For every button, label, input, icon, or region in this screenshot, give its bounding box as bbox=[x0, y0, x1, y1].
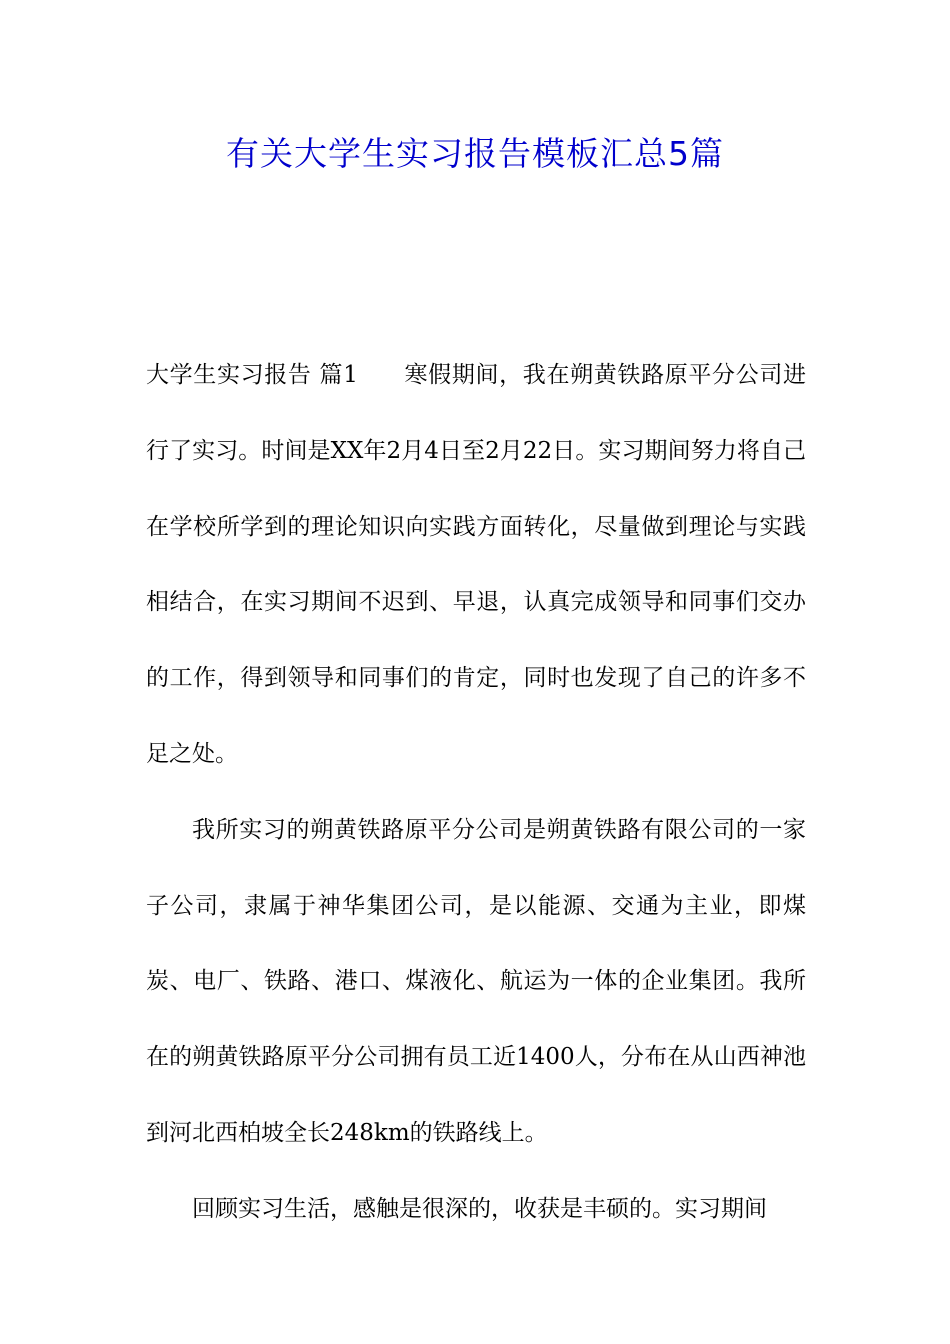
document-title: 有关大学生实习报告模板汇总5篇 bbox=[226, 134, 724, 173]
section-heading: 大学生实习报告 篇1 bbox=[146, 362, 358, 388]
document-body bbox=[146, 338, 806, 1248]
paragraph-1-text: 寒假期间，我在朔黄铁路原平分公司进行了实习。时间是XX年2月4日至2月22日。实习期间努力将自己在学校所学到的理论知识向实践方面转化，尽量做到理论与实践相结合，在实习期间不迟到、早退，认真完成领导和同事们交办的工作，得到领导和同事们的肯定，同时也发现了自己的许多不足之处。 bbox=[146, 362, 807, 767]
paragraph-1 bbox=[146, 338, 806, 793]
paragraph-3: 回顾实习生活，感触是很深的，收获是丰硕的。实习期间 bbox=[192, 1195, 767, 1222]
paragraph-2: 我所实习的朔黄铁路原平分公司是朔黄铁路有限公司的一家子公司，隶属于神华集团公司，是以能源、交通为主业，即煤炭、电厂、铁路、港口、煤液化、航运为一体的企业集团。我所在的朔黄铁路原平分公司拥有员工近1400人，分布在从山西神池到河北西柏坡全长248km的铁路线上。 bbox=[146, 816, 806, 1146]
